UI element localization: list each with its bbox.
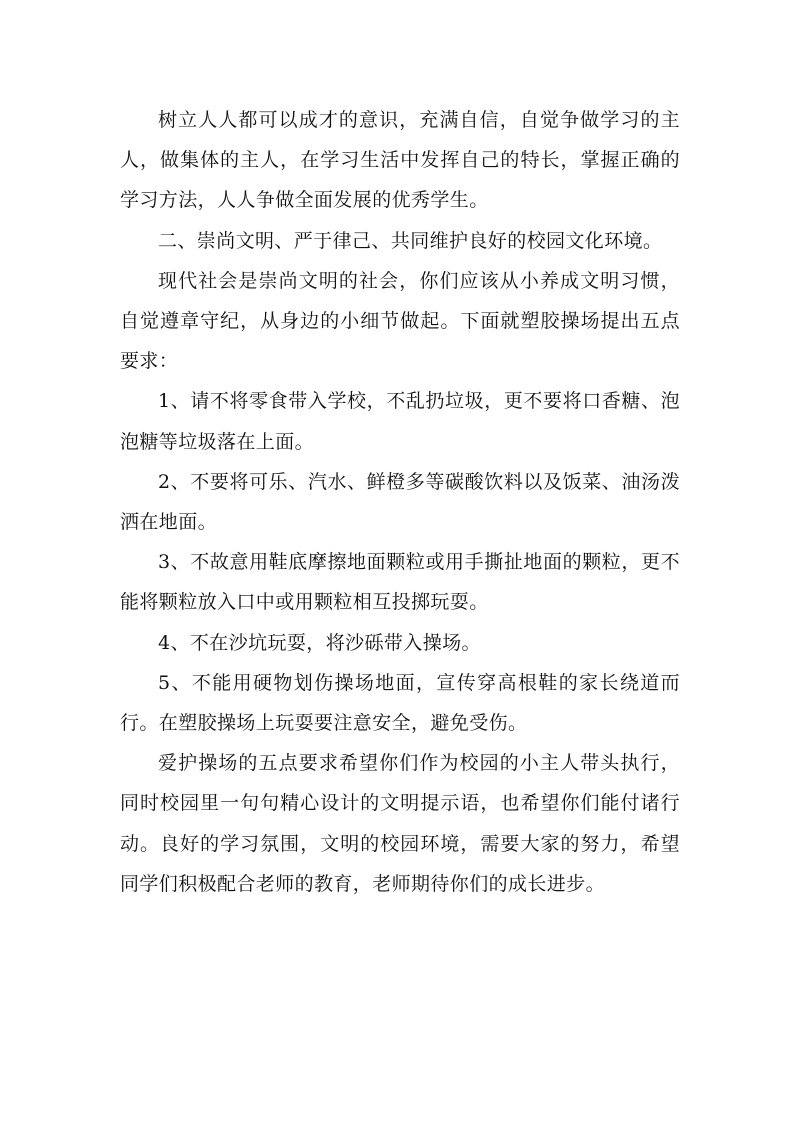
rule-item-1: 1、请不将零食带入学校，不乱扔垃圾，更不要将口香糖、泡泡糖等垃圾落在上面。 xyxy=(120,390,680,453)
rule-item-2: 2、不要将可乐、汽水、鲜橙多等碳酸饮料以及饭菜、油汤泼洒在地面。 xyxy=(120,470,680,534)
paragraph-closing: 爱护操场的五点要求希望你们作为校园的小主人带头执行，同时校园里一句句精心设计的文明提示语，也希望你们能付诸行动。良好的学习氛围，文明的校园环境，需要大家的努力，希望同学们积极配合老师的教育，老师期待你们的成长进步。 xyxy=(120,752,680,895)
rule-item-3: 3、不故意用鞋底摩擦地面颗粒或用手撕扯地面的颗粒，更不能将颗粒放入口中或用颗粒相互投掷玩耍。 xyxy=(120,551,680,614)
paragraph-modern-society: 现代社会是崇尚文明的社会，你们应该从小养成文明习惯，自觉遵章守纪，从身边的小细节做起。下面就塑胶操场提出五点要求： xyxy=(120,269,680,373)
rule-item-5: 5、不能用硬物划伤操场地面，宣传穿高根鞋的家长绕道而行。在塑胶操场上玩耍要注意安全，避免受伤。 xyxy=(120,671,680,735)
rule-item-4: 4、不在沙坑玩耍，将沙砾带入操场。 xyxy=(158,631,481,654)
paragraph-self-confidence: 树立人人都可以成才的意识，充满自信，自觉争做学习的主人，做集体的主人，在学习生活中发挥自己的特长，掌握正确的学习方法，人人争做全面发展的优秀学生。 xyxy=(120,109,680,212)
document-body xyxy=(120,100,680,904)
section-heading-civilization: 二、崇尚文明、严于律己、共同维护良好的校园文化环境。 xyxy=(158,229,663,252)
